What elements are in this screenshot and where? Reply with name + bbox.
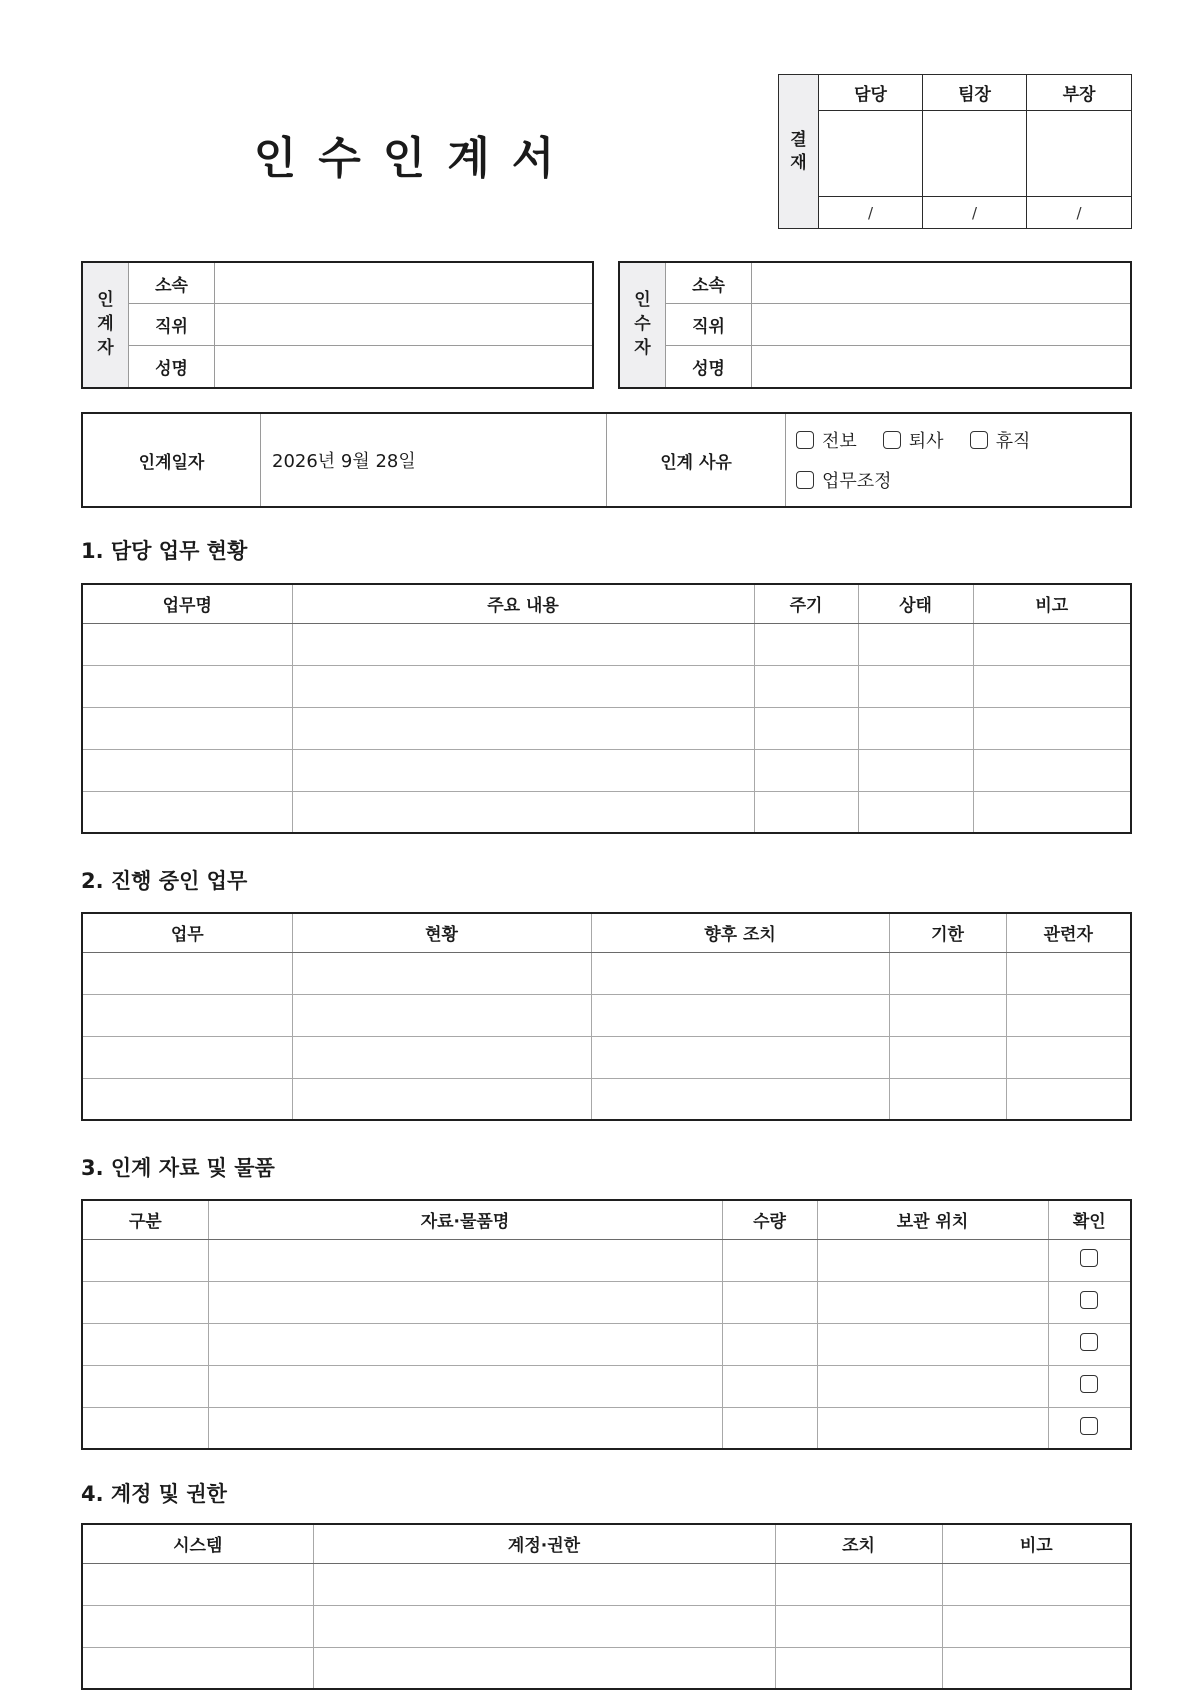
table-cell[interactable]: [1006, 952, 1131, 994]
title-char: 인: [382, 133, 428, 184]
table-cell[interactable]: [722, 1239, 817, 1281]
table-cell[interactable]: [208, 1323, 722, 1365]
giver-position-label: 직위: [129, 304, 215, 345]
section-4-title: 4. 계정 및 권한: [81, 1482, 227, 1506]
table-cell[interactable]: [82, 1365, 208, 1407]
table-cell[interactable]: [889, 994, 1006, 1036]
approval-role-manager: 부장: [1027, 75, 1131, 111]
table-cell[interactable]: [208, 1365, 722, 1407]
table-cell[interactable]: [82, 1407, 208, 1449]
table-cell[interactable]: [1006, 1078, 1131, 1120]
table-cell[interactable]: [858, 791, 973, 833]
column-header: 상태: [858, 584, 973, 623]
table-row: [82, 623, 1131, 665]
section-3-title: 3. 인계 자료 및 물품: [81, 1156, 275, 1180]
table-cell[interactable]: [973, 749, 1131, 791]
table-row: [82, 707, 1131, 749]
table-cell[interactable]: [82, 1647, 313, 1689]
giver-affiliation-label: 소속: [129, 263, 215, 304]
table-row: [82, 952, 1131, 994]
table-cell[interactable]: [82, 1281, 208, 1323]
table-cell[interactable]: [82, 791, 292, 833]
checkbox-icon[interactable]: [883, 431, 901, 449]
receiver-name-label: 성명: [666, 346, 752, 387]
table-cell[interactable]: [591, 1078, 889, 1120]
giver-position-field[interactable]: [215, 304, 592, 345]
table-row: [82, 1605, 1131, 1647]
table-cell[interactable]: [817, 1407, 1048, 1449]
table-cell[interactable]: [858, 623, 973, 665]
column-header: 비고: [942, 1524, 1131, 1563]
table-cell[interactable]: [754, 665, 858, 707]
column-header: 수량: [722, 1200, 817, 1239]
approval-date-manager[interactable]: /: [1076, 203, 1082, 222]
approval-sign-manager[interactable]: [1027, 111, 1131, 197]
table-cell[interactable]: [82, 623, 292, 665]
table-cell[interactable]: [973, 665, 1131, 707]
table-row: [82, 1647, 1131, 1689]
confirm-cell: [1048, 1281, 1131, 1323]
table-cell[interactable]: [292, 994, 591, 1036]
approval-side-label: 결 재: [779, 75, 819, 228]
table-row: [82, 1036, 1131, 1078]
giver-affiliation-field[interactable]: [215, 263, 592, 304]
column-header: 계정·권한: [313, 1524, 775, 1563]
transfer-date-label: 인계일자: [83, 414, 261, 506]
table-cell[interactable]: [82, 1323, 208, 1365]
giver-name-field[interactable]: [215, 346, 592, 387]
table-cell[interactable]: [292, 707, 754, 749]
reason-option-resignation[interactable]: 퇴사: [883, 420, 944, 460]
table-cell[interactable]: [889, 1078, 1006, 1120]
table-header-row: [82, 913, 1131, 952]
giver-box: [81, 261, 594, 389]
checkbox-icon[interactable]: [1080, 1417, 1098, 1435]
table-row: [82, 1365, 1131, 1407]
table-row: [82, 665, 1131, 707]
table-cell[interactable]: [817, 1365, 1048, 1407]
table-cell[interactable]: [722, 1407, 817, 1449]
column-header: 업무명: [82, 584, 292, 623]
table-cell[interactable]: [208, 1239, 722, 1281]
table-cell[interactable]: [722, 1365, 817, 1407]
table-cell[interactable]: [817, 1239, 1048, 1281]
reason-option-transfer[interactable]: 전보: [796, 420, 857, 460]
column-header: 자료·물품명: [208, 1200, 722, 1239]
confirm-cell: [1048, 1239, 1131, 1281]
table-row: [82, 791, 1131, 833]
table-cell[interactable]: [82, 665, 292, 707]
approval-sign-team-leader[interactable]: [923, 111, 1027, 197]
table-cell[interactable]: [82, 1036, 292, 1078]
table-cell[interactable]: [82, 1239, 208, 1281]
table-cell[interactable]: [292, 665, 754, 707]
table-cell[interactable]: [292, 952, 591, 994]
checkbox-icon[interactable]: [1080, 1249, 1098, 1267]
table-row: [82, 1239, 1131, 1281]
table-cell[interactable]: [292, 623, 754, 665]
approval-sign-staff[interactable]: [819, 111, 923, 197]
confirm-cell: [1048, 1323, 1131, 1365]
table-cell[interactable]: [858, 707, 973, 749]
table-cell[interactable]: [208, 1407, 722, 1449]
table-cell[interactable]: [1006, 994, 1131, 1036]
table-cell[interactable]: [722, 1323, 817, 1365]
table-cell[interactable]: [858, 749, 973, 791]
transfer-reason-label: 인계 사유: [607, 414, 786, 506]
approval-date-team-leader[interactable]: /: [923, 197, 1027, 228]
table-row: [82, 1563, 1131, 1605]
receiver-position-field[interactable]: [752, 304, 1130, 345]
column-header: 주요 내용: [292, 584, 754, 623]
table-header-row: [82, 584, 1131, 623]
table-cell[interactable]: [82, 1078, 292, 1120]
table-cell[interactable]: [82, 1563, 313, 1605]
table-cell[interactable]: [889, 952, 1006, 994]
checkbox-icon[interactable]: [1080, 1375, 1098, 1393]
table-cell[interactable]: [313, 1563, 775, 1605]
giver-side-label: 인 계 자: [83, 263, 129, 387]
table-cell[interactable]: [313, 1605, 775, 1647]
table-cell[interactable]: [292, 791, 754, 833]
section-1-table: [81, 583, 1132, 834]
table-cell[interactable]: [82, 994, 292, 1036]
table-cell[interactable]: [292, 1078, 591, 1120]
table-row: [82, 1078, 1131, 1120]
table-cell[interactable]: [591, 952, 889, 994]
checkbox-icon[interactable]: [796, 471, 814, 489]
column-header: 확인: [1048, 1200, 1131, 1239]
receiver-name-field[interactable]: [752, 346, 1130, 387]
column-header: 조치: [775, 1524, 942, 1563]
column-header: 비고: [973, 584, 1131, 623]
receiver-side-label: 인 수 자: [620, 263, 666, 387]
table-cell[interactable]: [754, 791, 858, 833]
receiver-affiliation-label: 소속: [666, 263, 752, 304]
table-cell[interactable]: [817, 1281, 1048, 1323]
column-header: 현황: [292, 913, 591, 952]
table-row: [82, 994, 1131, 1036]
table-cell[interactable]: [775, 1563, 942, 1605]
document-title: [240, 122, 570, 186]
transfer-info: [81, 412, 1132, 508]
table-cell[interactable]: [722, 1281, 817, 1323]
table-cell[interactable]: [942, 1605, 1131, 1647]
table-cell[interactable]: [889, 1036, 1006, 1078]
title-char: 서: [511, 133, 557, 184]
table-cell[interactable]: [313, 1647, 775, 1689]
table-header-row: [82, 1524, 1131, 1563]
table-cell[interactable]: [858, 665, 973, 707]
confirm-cell: [1048, 1365, 1131, 1407]
table-cell[interactable]: [754, 707, 858, 749]
confirm-cell: [1048, 1407, 1131, 1449]
title-char: 인: [253, 133, 299, 184]
checkbox-icon[interactable]: [1080, 1291, 1098, 1309]
table-row: [82, 749, 1131, 791]
table-cell[interactable]: [754, 749, 858, 791]
section-2-table: [81, 912, 1132, 1121]
approval-date-staff[interactable]: /: [819, 197, 923, 228]
column-header: 구분: [82, 1200, 208, 1239]
table-cell[interactable]: [973, 707, 1131, 749]
column-header: 기한: [889, 913, 1006, 952]
table-cell[interactable]: [591, 994, 889, 1036]
table-cell[interactable]: [942, 1563, 1131, 1605]
receiver-position-label: 직위: [666, 304, 752, 345]
table-cell[interactable]: [973, 623, 1131, 665]
table-cell[interactable]: [292, 1036, 591, 1078]
column-header: 주기: [754, 584, 858, 623]
table-cell[interactable]: [817, 1323, 1048, 1365]
table-cell[interactable]: [82, 749, 292, 791]
table-cell[interactable]: [82, 1605, 313, 1647]
title-char: 계: [447, 133, 492, 184]
table-cell[interactable]: [82, 952, 292, 994]
table-row: [82, 1281, 1131, 1323]
table-cell[interactable]: [292, 749, 754, 791]
receiver-affiliation-field[interactable]: [752, 263, 1130, 304]
table-cell[interactable]: [973, 791, 1131, 833]
table-cell[interactable]: [775, 1605, 942, 1647]
approval-box: [778, 74, 1132, 229]
table-row: [82, 1407, 1131, 1449]
column-header: 관련자: [1006, 913, 1131, 952]
table-cell[interactable]: [591, 1036, 889, 1078]
table-row: [82, 1323, 1131, 1365]
checkbox-icon[interactable]: [970, 431, 988, 449]
section-3-table: [81, 1199, 1132, 1450]
reason-option-reassignment[interactable]: 업무조정: [796, 460, 892, 500]
title-char: 수: [318, 133, 363, 184]
table-cell[interactable]: [775, 1647, 942, 1689]
table-header-row: [82, 1200, 1131, 1239]
transfer-reason-options: [786, 414, 1130, 506]
reason-option-leave[interactable]: 휴직: [970, 420, 1031, 460]
column-header: 업무: [82, 913, 292, 952]
receiver-box: [618, 261, 1132, 389]
table-cell[interactable]: [1006, 1036, 1131, 1078]
table-cell[interactable]: [208, 1281, 722, 1323]
approval-role-team-leader: 팀장: [923, 75, 1027, 111]
checkbox-icon[interactable]: [1080, 1333, 1098, 1351]
giver-name-label: 성명: [129, 346, 215, 387]
checkbox-icon[interactable]: [796, 431, 814, 449]
section-2-title: 2. 진행 중인 업무: [81, 869, 248, 893]
approval-role-staff: 담당: [819, 75, 923, 111]
column-header: 향후 조치: [591, 913, 889, 952]
column-header: 보관 위치: [817, 1200, 1048, 1239]
table-cell[interactable]: [942, 1647, 1131, 1689]
table-cell[interactable]: [82, 707, 292, 749]
column-header: 시스템: [82, 1524, 313, 1563]
transfer-date-field[interactable]: 2026년 9월 28일: [261, 414, 607, 506]
section-1-title: 1. 담당 업무 현황: [81, 539, 248, 563]
section-4-table: [81, 1523, 1132, 1690]
table-cell[interactable]: [754, 623, 858, 665]
